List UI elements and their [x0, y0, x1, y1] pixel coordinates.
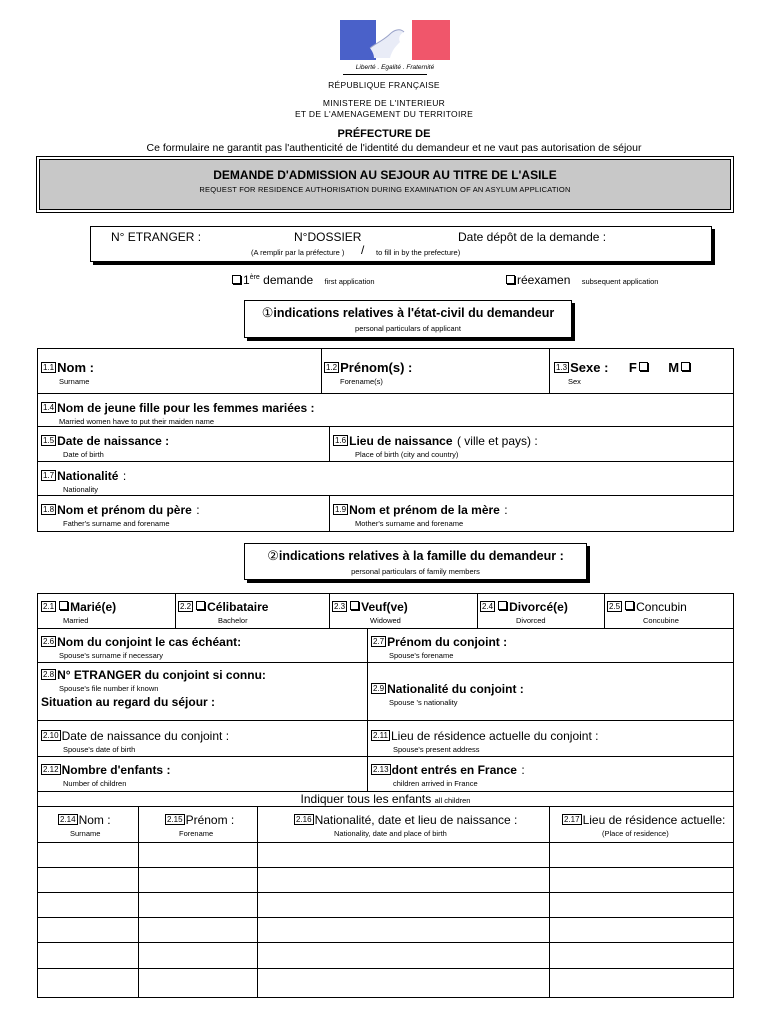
nationality-en: Nationality: [63, 485, 99, 494]
note-slash: /: [361, 243, 365, 257]
disclaimer: Ce formulaire ne garantit pas l'authenticité de l'identité du demandeur et ne vaut pas autorisation de séjour: [146, 142, 642, 154]
nationality-field[interactable]: [41, 467, 126, 494]
motto-underline: [343, 74, 427, 75]
prefecture-note-en: to fill in by the prefecture): [376, 248, 461, 257]
sex-field: [554, 359, 692, 386]
spouse-file-number-en: Spouse's file number if known: [59, 684, 159, 693]
deposit-date-field[interactable]: Date dépôt de la demande :: [458, 230, 607, 244]
children-in-france-label: dont entrés en France: [391, 763, 517, 777]
children-surname-en: Surname: [70, 829, 101, 838]
spouse-forename-label: Prénom du conjoint :: [387, 635, 508, 649]
children-forename-en: Forename: [179, 829, 214, 838]
birth-date-field[interactable]: [41, 432, 169, 459]
children-count-label: Nombre d'enfants :: [61, 763, 171, 777]
family-table: [37, 593, 734, 998]
mother-name-en: Mother's surname and forename: [355, 519, 464, 528]
sex-f-checkbox[interactable]: [639, 362, 648, 371]
spouse-birth-date-label: Date de naissance du conjoint :: [61, 729, 230, 743]
status-cohabiting[interactable]: [607, 598, 731, 625]
children-col-birth: [294, 811, 548, 838]
id-box: [90, 226, 712, 262]
children-in-france-en: children arrived in France: [393, 779, 478, 788]
section-1-header: [244, 300, 572, 338]
child-row-6[interactable]: [38, 969, 733, 996]
sex-m-label: M: [668, 360, 680, 375]
form-subtitle: REQUEST FOR RESIDENCE AUTHORISATION DURING EXAMINATION OF AN ASYLUM APPLICATION: [199, 185, 571, 194]
first-en: first application: [324, 277, 375, 286]
child-row-1[interactable]: [38, 843, 733, 867]
spouse-nationality-field[interactable]: [371, 680, 524, 707]
maiden-name-field[interactable]: [41, 399, 315, 426]
spouse-forename-en: Spouse's forename: [389, 651, 454, 660]
field-number: 2.10: [43, 731, 59, 741]
sex-en: Sex: [568, 377, 581, 386]
cohabiting-en: Concubine: [643, 616, 679, 625]
children-in-france-colon: :: [521, 763, 525, 777]
forename-field[interactable]: [324, 359, 412, 386]
first-num: 1: [243, 273, 250, 287]
residence-situation-label: Situation au regard du séjour :: [41, 695, 216, 709]
field-number: 1.9: [335, 505, 347, 515]
cohabiting-label: Concubin: [636, 600, 687, 614]
spouse-nationality-label: Nationalité du conjoint :: [387, 682, 524, 696]
maiden-name-label: Nom de jeune fille pour les femmes mariées :: [57, 401, 315, 415]
etranger-number-field[interactable]: N° ETRANGER :: [111, 230, 202, 244]
widowed-en: Widowed: [370, 616, 401, 625]
section-1-subtitle: personal particulars of applicant: [355, 324, 461, 333]
section-2-header: [244, 543, 587, 580]
mother-name-field[interactable]: [333, 501, 508, 528]
status-divorced[interactable]: [480, 598, 602, 625]
children-in-france-field[interactable]: [371, 761, 525, 788]
mother-colon: :: [504, 503, 508, 517]
first-sup: ère: [249, 274, 260, 281]
section-2-title: indications relatives à la famille du demandeur :: [278, 549, 564, 563]
reexamination-option[interactable]: [504, 273, 658, 287]
child-row-4[interactable]: [38, 918, 733, 942]
father-colon: :: [196, 503, 200, 517]
field-number: 2.17: [564, 815, 580, 825]
divorced-en: Divorced: [516, 616, 546, 625]
single-en: Bachelor: [218, 616, 248, 625]
title-banner: [36, 156, 734, 213]
children-residence-label: Lieu de résidence actuelle:: [582, 813, 726, 827]
status-single[interactable]: [178, 598, 326, 625]
spouse-address-field[interactable]: [371, 727, 598, 754]
field-number: 2.2: [180, 602, 192, 612]
birth-place-field[interactable]: [333, 432, 538, 459]
sex-m-checkbox[interactable]: [681, 362, 690, 371]
child-row-3[interactable]: [38, 893, 733, 917]
spouse-forename-field[interactable]: [371, 633, 507, 660]
divorced-label: Divorcé(e): [509, 600, 568, 614]
prefecture-note-fr: (A remplir par la préfecture ): [251, 248, 345, 257]
field-number: 2.12: [43, 765, 59, 775]
spouse-address-en: Spouse's present address: [393, 745, 480, 754]
ministry-line-1: MINISTERE DE L'INTERIEUR: [322, 98, 446, 108]
field-number: 1.7: [43, 471, 55, 481]
father-name-label: Nom et prénom du père: [57, 503, 192, 517]
field-number: 2.4: [482, 602, 494, 612]
field-number: 1.6: [335, 436, 347, 446]
birth-place-label: Lieu de naissance: [349, 434, 453, 448]
father-name-en: Father's surname and forename: [63, 519, 170, 528]
children-birth-label: Nationalité, date et lieu de naissance :: [314, 813, 518, 827]
child-row-5[interactable]: [38, 943, 733, 967]
surname-en: Surname: [59, 377, 90, 386]
spouse-file-number-field[interactable]: [41, 666, 266, 709]
spouse-file-number-label: N° ETRANGER du conjoint si connu:: [57, 668, 266, 682]
married-label: Marié(e): [70, 600, 117, 614]
field-number: 2.3: [334, 602, 346, 612]
field-number: 2.1: [43, 602, 55, 612]
number-one-icon: ①: [261, 305, 274, 320]
surname-label: Nom :: [57, 360, 94, 375]
married-checkbox[interactable]: [59, 601, 68, 610]
spouse-surname-label: Nom du conjoint le cas échéant:: [57, 635, 242, 649]
married-en: Married: [63, 616, 89, 625]
father-name-field[interactable]: [41, 501, 200, 528]
status-married[interactable]: [41, 598, 173, 625]
forename-en: Forename(s): [340, 377, 383, 386]
field-number: 2.5: [609, 602, 621, 612]
re-en: subsequent application: [581, 277, 659, 286]
civil-status-table: [37, 348, 734, 532]
status-widowed[interactable]: [332, 598, 474, 625]
widowed-checkbox[interactable]: [350, 601, 359, 610]
republic-logo: [340, 20, 450, 70]
field-number: 1.1: [43, 363, 55, 373]
motto: Liberté . Egalité . Fraternité: [355, 64, 435, 71]
all-children-en: all children: [434, 796, 471, 805]
number-two-icon: ②: [267, 548, 279, 563]
mother-name-label: Nom et prénom de la mère: [349, 503, 500, 517]
all-children-heading: [38, 792, 733, 806]
cohabiting-checkbox[interactable]: [625, 601, 634, 610]
maiden-name-en: Married women have to put their maiden name: [59, 417, 215, 426]
children-forename-label: Prénom :: [185, 813, 235, 827]
single-checkbox[interactable]: [196, 601, 205, 610]
field-number: 1.5: [43, 436, 55, 446]
spouse-surname-en: Spouse's surname if necessary: [59, 651, 163, 660]
first-label: demande: [263, 273, 314, 287]
children-count-field[interactable]: [41, 761, 170, 788]
field-number: 2.7: [373, 637, 385, 647]
sex-f-label: F: [628, 360, 637, 375]
dossier-number-field[interactable]: N°DOSSIER: [294, 230, 362, 244]
spouse-surname-field[interactable]: [41, 633, 241, 660]
spouse-birth-date-field[interactable]: [41, 727, 229, 754]
children-col-residence: [562, 811, 730, 838]
forename-label: Prénom(s) :: [340, 360, 413, 375]
spouse-address-label: Lieu de résidence actuelle du conjoint :: [390, 729, 599, 743]
first-application-option[interactable]: [230, 273, 375, 287]
surname-field[interactable]: [41, 359, 94, 386]
children-col-surname: [58, 811, 136, 838]
form-title: DEMANDE D'ADMISSION AU SEJOUR AU TITRE DE L'ASILE: [213, 168, 557, 182]
ministry-line-2: ET DE L'AMENAGEMENT DU TERRITOIRE: [294, 109, 474, 119]
spouse-birth-date-en: Spouse's date of birth: [63, 745, 136, 754]
all-children-label: Indiquer tous les enfants: [300, 792, 432, 806]
section-1-title: indications relatives à l'état-civil du demandeur: [273, 306, 555, 320]
single-label: Célibataire: [207, 600, 269, 614]
prefecture-label: PRÉFECTURE DE: [337, 128, 431, 140]
field-number: 2.11: [373, 731, 388, 741]
nationality-label: Nationalité: [57, 469, 119, 483]
marianne-flag-icon: [340, 20, 450, 60]
section-2-subtitle: personal particulars of family members: [351, 567, 480, 576]
birth-date-en: Date of birth: [63, 450, 104, 459]
re-label: réexamen: [517, 273, 571, 287]
children-residence-en: (Place of residence): [602, 829, 669, 838]
field-number: 1.8: [43, 505, 55, 515]
field-number: 2.13: [373, 765, 389, 775]
birth-place-en: Place of birth (city and country): [355, 450, 459, 459]
children-surname-label: Nom :: [78, 813, 111, 827]
birth-date-label: Date de naissance :: [57, 434, 170, 448]
republic-label: RÉPUBLIQUE FRANÇAISE: [328, 80, 440, 90]
field-number: 2.6: [43, 637, 55, 647]
divorced-checkbox[interactable]: [498, 601, 507, 610]
field-number: 2.14: [60, 815, 76, 825]
sex-label: Sexe :: [570, 360, 609, 375]
field-number: 1.4: [43, 403, 55, 413]
first-application-checkbox[interactable]: [232, 275, 241, 284]
reexamination-checkbox[interactable]: [506, 275, 515, 284]
field-number: 2.16: [296, 815, 312, 825]
children-col-forename: [165, 811, 255, 838]
field-number: 2.9: [373, 684, 385, 694]
field-number: 2.15: [167, 815, 183, 825]
nationality-colon: :: [122, 469, 127, 483]
field-number: 1.3: [556, 363, 568, 373]
child-row-2[interactable]: [38, 868, 733, 892]
spouse-nationality-en: Spouse 's nationality: [389, 698, 458, 707]
field-number: 1.2: [326, 363, 338, 373]
widowed-label: Veuf(ve): [361, 600, 408, 614]
children-count-en: Number of children: [63, 779, 127, 788]
birth-place-label-2: ( ville et pays) :: [456, 434, 538, 448]
field-number: 2.8: [43, 670, 55, 680]
children-birth-en: Nationality, date and place of birth: [334, 829, 447, 838]
